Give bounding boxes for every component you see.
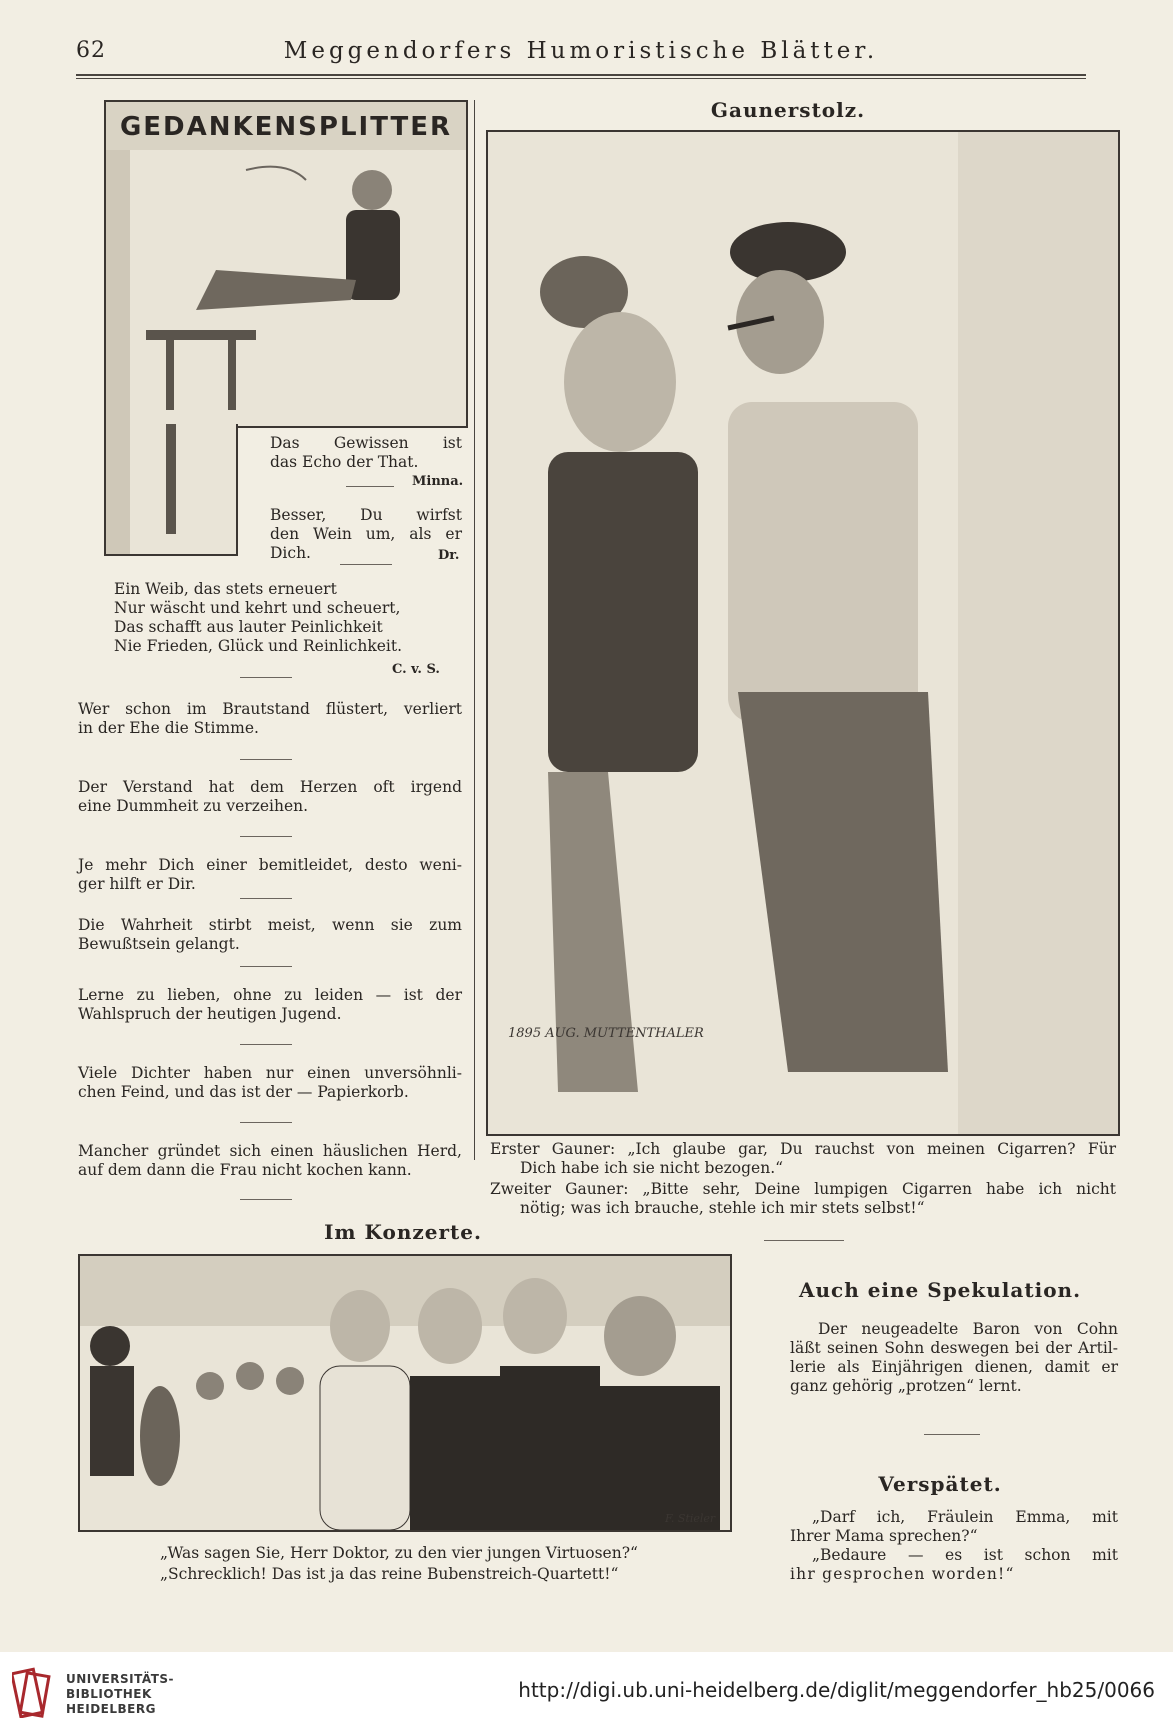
quote-separator xyxy=(240,1199,292,1200)
bald-man-coat xyxy=(500,1366,600,1530)
konzert-caption-line-2: „Schrecklich! Das ist ja das reine Bubenstreich-Quartett!“ xyxy=(160,1565,619,1583)
konzert-title: Im Konzerte. xyxy=(324,1220,482,1244)
konzert-illustration xyxy=(78,1254,732,1532)
spekulation-line-1: Der neugeadelte Baron von Cohn xyxy=(818,1320,1118,1338)
quote-10-line-2: auf dem dann die Frau nicht kochen kann. xyxy=(78,1161,412,1179)
wall xyxy=(958,132,1118,1134)
university-logo-icon xyxy=(12,1666,52,1718)
table-leg xyxy=(166,340,174,410)
journal-title: Meggendorfers Humoristische Blätter. xyxy=(283,38,879,64)
bearded-face xyxy=(564,312,676,452)
quote-2-line-1: Besser, Du wirfst xyxy=(270,506,462,524)
doctor-head xyxy=(418,1288,482,1364)
quote-5-line-2: eine Dummheit zu verzeihen. xyxy=(78,797,309,815)
spekulation-line-3: lerie als Einjährigen dienen, damit er xyxy=(790,1358,1118,1376)
gaunerstolz-illustration xyxy=(486,130,1120,1136)
logo-mark xyxy=(12,1666,52,1718)
page-number: 62 xyxy=(76,38,106,63)
quote-separator xyxy=(340,564,392,565)
trousers-right xyxy=(738,692,948,1072)
spekulation-line-4: ganz gehörig „protzen“ lernt. xyxy=(790,1377,1022,1395)
quote-6-line-1: Je mehr Dich einer bemitleidet, desto weni- xyxy=(78,856,462,874)
quote-separator xyxy=(240,966,292,967)
spekulation-line-2: läßt seinen Sohn deswegen bei der Artil- xyxy=(790,1339,1118,1357)
officer-uniform xyxy=(320,1366,410,1530)
cello xyxy=(140,1386,180,1486)
shirt-right xyxy=(728,402,918,722)
konzert-caption-line-1: „Was sagen Sie, Herr Doktor, zu den vier jungen Virtuosen?“ xyxy=(160,1544,638,1562)
verspaetet-title: Verspätet. xyxy=(878,1472,1002,1496)
quote-7-line-1: Die Wahrheit stirbt meist, wenn sie zum xyxy=(78,916,462,934)
quote-separator xyxy=(240,1122,292,1123)
header-rule xyxy=(76,74,1086,76)
officer-head xyxy=(330,1290,390,1362)
quote-separator xyxy=(346,486,394,487)
bald-man-head xyxy=(503,1278,567,1354)
konzert-signature: F. Stieler xyxy=(665,1512,716,1525)
quote-3-line-1: Ein Weib, das stets erneuert xyxy=(114,580,337,598)
quote-7-line-2: Bewußtsein gelangt. xyxy=(78,935,240,953)
quote-3-line-2: Nur wäscht und kehrt und scheuert, xyxy=(114,599,401,617)
ornament-border xyxy=(106,424,130,554)
spekulation-title: Auch eine Spekulation. xyxy=(798,1278,1082,1302)
quote-1-line-2: das Echo der That. xyxy=(270,453,419,471)
quote-10-line-1: Mancher gründet sich einen häuslichen Herd, xyxy=(78,1142,462,1160)
smoking-man-drawing xyxy=(106,150,466,426)
quote-1-author: Minna. xyxy=(412,474,464,489)
laughing-man-coat xyxy=(600,1386,720,1530)
gedanken-banner xyxy=(104,100,468,154)
gaunerstolz-caption-line-4: nötig; was ich brauche, stehle ich mir stets selbst!“ xyxy=(520,1199,925,1217)
gaunerstolz-title: Gaunerstolz. xyxy=(710,98,866,122)
quote-4-line-2: in der Ehe die Stimme. xyxy=(78,719,259,737)
chair-drawing xyxy=(106,424,236,554)
side-table xyxy=(146,330,256,340)
man-head xyxy=(352,170,392,210)
quote-separator xyxy=(240,836,292,837)
verspaetet-line-3: „Bedaure — es ist schon mit xyxy=(812,1546,1118,1564)
section-separator xyxy=(764,1240,844,1241)
violinist-3 xyxy=(276,1367,304,1395)
gedanken-banner-text: GEDANKENSPLITTER xyxy=(119,112,453,142)
cellist-head xyxy=(90,1326,130,1366)
gaunerstolz-caption-line-2: Dich habe ich sie nicht bezogen.“ xyxy=(520,1159,784,1177)
quote-5-line-1: Der Verstand hat dem Herzen oft irgend xyxy=(78,778,462,796)
quote-8-line-1: Lerne zu lieben, ohne zu leiden — ist der xyxy=(78,986,462,1004)
quote-separator xyxy=(240,1044,292,1045)
library-footer xyxy=(0,1652,1173,1736)
table-leg xyxy=(228,340,236,410)
doctor-coat xyxy=(410,1376,510,1530)
gaunerstolz-caption-line-1: Erster Gauner: „Ich glaube gar, Du rauchst von meinen Cigarren? Für xyxy=(490,1140,1116,1158)
quote-4-line-1: Wer schon im Brautstand flüstert, verliert xyxy=(78,700,462,718)
coat-left xyxy=(548,452,698,772)
quote-separator xyxy=(240,677,292,678)
trousers-left xyxy=(548,772,638,1092)
logo-line-1: UNIVERSITÄTS- xyxy=(66,1672,175,1686)
concert-drawing xyxy=(80,1256,730,1530)
header-rule-thin xyxy=(76,78,1086,79)
quote-3-line-4: Nie Frieden, Glück und Reinlichkeit. xyxy=(114,637,403,655)
quote-2-author: Dr. xyxy=(438,548,460,563)
smoking-man-lower xyxy=(104,424,238,556)
quote-separator xyxy=(240,759,292,760)
quote-3-author: C. v. S. xyxy=(392,662,440,677)
violinist-1 xyxy=(196,1372,224,1400)
smoking-man-illustration xyxy=(104,150,468,428)
quote-9-line-1: Viele Dichter haben nur einen unversöhnli- xyxy=(78,1064,462,1082)
verspaetet-line-2: Ihrer Mama sprechen?“ xyxy=(790,1527,978,1545)
quote-1-line-1: Das Gewissen ist xyxy=(270,434,462,452)
column-divider xyxy=(474,100,475,1160)
violinist-2 xyxy=(236,1362,264,1390)
quote-9-line-2: chen Feind, und das ist der — Papierkorb. xyxy=(78,1083,409,1101)
quote-3-line-3: Das schafft aus lauter Peinlichkeit xyxy=(114,618,383,636)
page-header xyxy=(76,38,1086,74)
verspaetet-line-4: ihr gesprochen worden!“ xyxy=(790,1565,1015,1583)
smoke-curl xyxy=(246,167,306,180)
cellist-body xyxy=(90,1366,134,1476)
quote-6-line-2: ger hilft er Dir. xyxy=(78,875,196,893)
man-legs xyxy=(196,270,356,310)
quote-8-line-2: Wahlspruch der heutigen Jugend. xyxy=(78,1005,342,1023)
gaunerstolz-caption-line-3: Zweiter Gauner: „Bitte sehr, Deine lumpigen Cigarren habe ich nicht xyxy=(490,1180,1116,1198)
gaunerstolz-signature: 1895 AUG. MUTTENTHALER xyxy=(508,1026,704,1041)
quote-separator xyxy=(240,898,292,899)
verspaetet-line-1: „Darf ich, Fräulein Emma, mit xyxy=(812,1508,1118,1526)
logo-line-2: BIBLIOTHEK xyxy=(66,1687,152,1701)
source-url-link[interactable]: http://digi.ub.uni-heidelberg.de/diglit/meggendorfer_hb25/0066 xyxy=(518,1678,1155,1702)
section-separator xyxy=(924,1434,980,1435)
table-base xyxy=(166,424,176,534)
two-thieves-drawing xyxy=(488,132,1118,1134)
laughing-man-head xyxy=(604,1296,676,1376)
logo-line-3: HEIDELBERG xyxy=(66,1702,156,1716)
ornament-border xyxy=(106,150,130,426)
quote-2-line-3: Dich. xyxy=(270,544,311,562)
quote-2-line-2: den Wein um, als er xyxy=(270,525,462,543)
